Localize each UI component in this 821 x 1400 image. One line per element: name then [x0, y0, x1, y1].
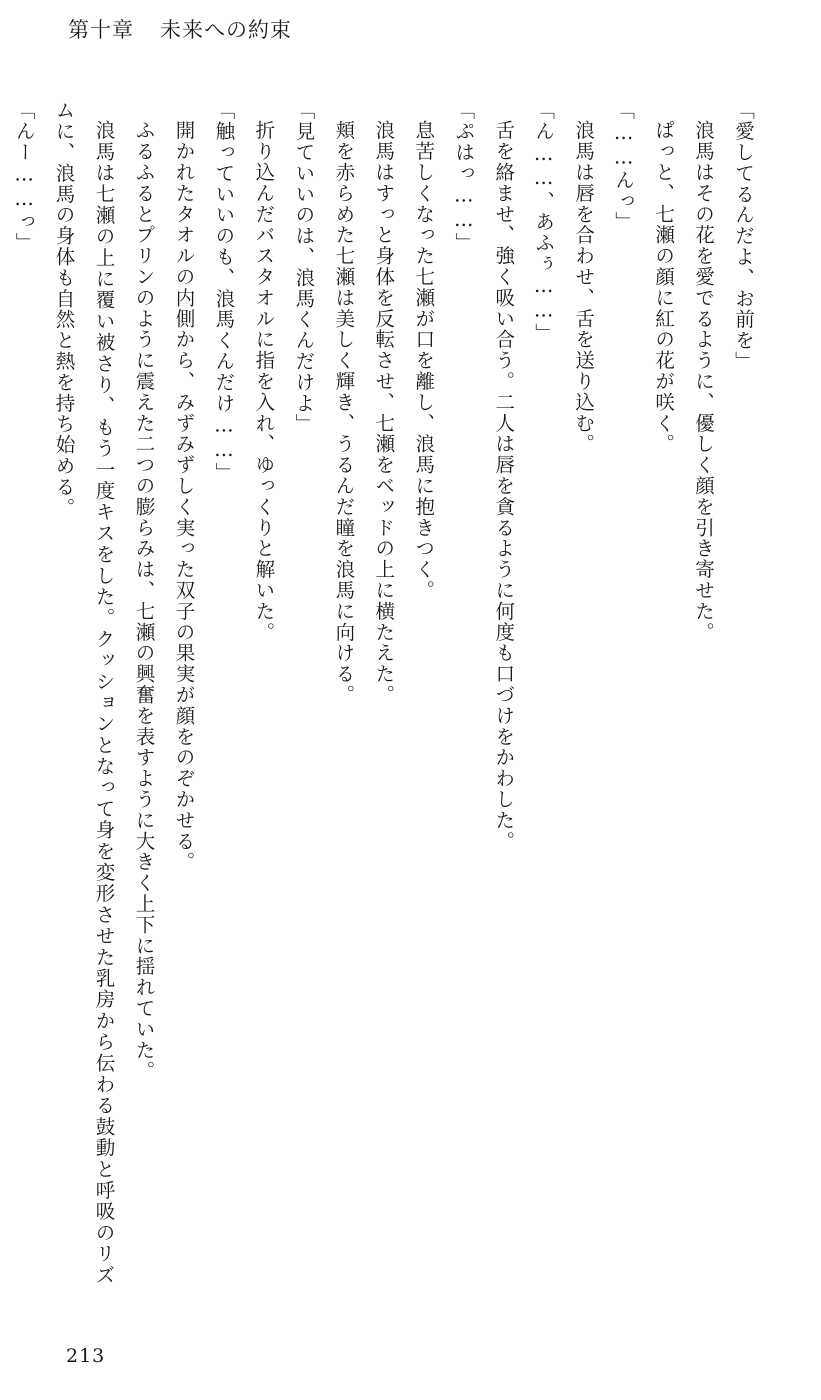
paragraph: 浪馬は七瀬の上に覆い被さり、もう一度キスをした。クッションとなって身を変形させた乳房から伝わる鼓動と呼吸のリズムに、浪馬の身体も自然と熱を持ち始める。 — [52, 100, 116, 1285]
page-number: 213 — [66, 1345, 106, 1367]
paragraph — [0, 100, 4, 1285]
paragraph: 「ぷはっ……」 — [452, 100, 476, 254]
paragraph: 浪馬は唇を合わせ、舌を送り込む。 — [572, 119, 596, 454]
paragraph: 浪馬はその花を愛でるように、優しく顔を引き寄せた。 — [692, 119, 716, 642]
paragraph: 頬を赤らめた七瀬は美しく輝き、うるんだ瞳を浪馬に向ける。 — [332, 119, 356, 705]
paragraph: 「……んっ」 — [612, 100, 636, 233]
paragraph: 浪馬はすっと身体を反転させ、七瀬をベッドの上に横たえた。 — [372, 119, 396, 705]
chapter-title: 未来への約束 — [160, 18, 292, 42]
paragraph: 舌を絡ませ、強く吸い合う。二人は唇を貪るように何度も口づけをかわした。 — [492, 119, 516, 851]
body-text — [12, 100, 763, 1285]
paragraph: 折り込んだバスタオルに指を入れ、ゆっくりと解いた。 — [252, 119, 276, 642]
paragraph: 「んー……っ」 — [12, 100, 36, 254]
paragraph: 「触っていいのも、浪馬くんだけ……」 — [212, 100, 236, 484]
paragraph: 息苦しくなった七瀬が口を離し、浪馬に抱きつく。 — [412, 119, 436, 601]
chapter-header — [68, 14, 292, 44]
paragraph: ふるふるとプリンのように震えた二つの膨らみは、七瀬の興奮を表すように大きく上下に揺れていた。 — [132, 119, 156, 1081]
paragraph: 開かれたタオルの内側から、みずみずしく実った双子の果実が顔をのぞかせる。 — [172, 119, 196, 872]
paragraph: 「見ていいのは、浪馬くんだけよ」 — [292, 100, 316, 435]
chapter-number: 第十章 — [68, 18, 134, 42]
paragraph: 「愛してるんだよ、お前を」 — [732, 100, 755, 372]
paragraph: ぱっと、七瀬の顔に紅の花が咲く。 — [652, 119, 676, 454]
paragraph: 「ん……、あふぅ……」 — [532, 100, 556, 344]
